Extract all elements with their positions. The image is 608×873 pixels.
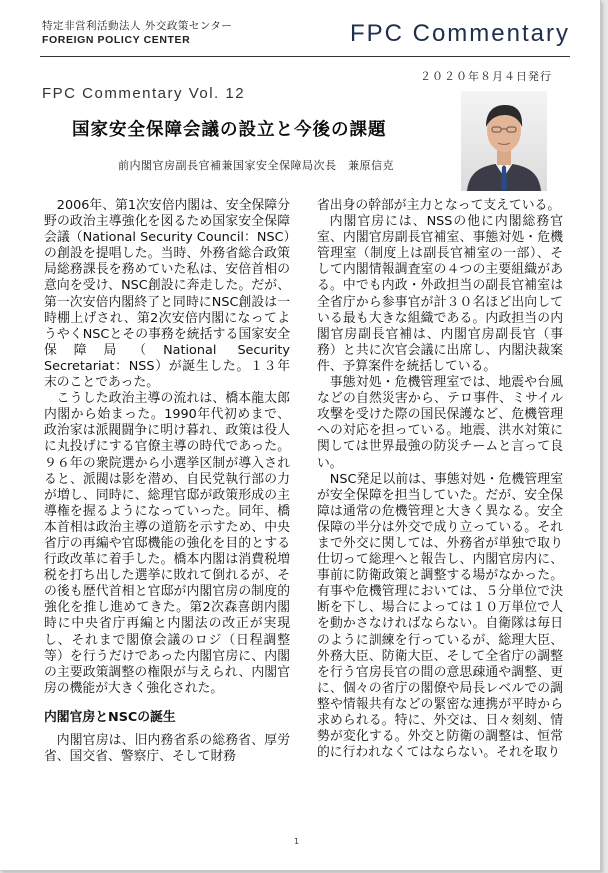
author-photo bbox=[461, 91, 547, 191]
org-name-jp: 特定非営利活動法人 外交政策センター bbox=[42, 20, 233, 32]
org-name-en: FOREIGN POLICY CENTER bbox=[42, 34, 191, 46]
header-rule bbox=[40, 56, 570, 57]
volume-label: FPC Commentary Vol. 12 bbox=[42, 85, 246, 102]
section-heading: 内閣官房とNSCの誕生 bbox=[44, 709, 176, 725]
paragraph: 内閣官房には、NSSの他に内閣総務官室、内閣官房副長官補室、事態対処・危機管理室（制度上は副長官補室の一部）、そして内閣情報調査室の４つの主要組織がある。中でも内政・外政担当の副長官補室は全省庁から参事官が計３０名ほど出向している最も大きな組織である。内政担当の内閣官房副長官補は、内閣官房副長官（事務）と共に次官会議に出席し、内閣決裁案件、予算案件を統括している。 bbox=[317, 214, 563, 374]
author-line: 前内閣官房副長官補兼国家安全保障局次長 兼原信克 bbox=[118, 159, 394, 172]
series-label: FPC Commentary bbox=[349, 20, 570, 47]
paragraph: 2006年、第1次安倍内閣は、安全保障分野の政治主導強化を図るため国家安全保障会議（National Security Council：NSC）の創設を提唱した。当時、外務省総合政策局総務課長を務めていた私は、安倍首相の意向を受け、NSC創設に奔走した。だが、第一次安倍内閣終了と同時にNSC創設は一時棚上げされ、第2次安倍内閣になってようやくNSCとその事務を統括する国家安全保障局（National Security Secretariat：NSS）が誕生した。１３年末のことであった。 bbox=[44, 198, 290, 391]
right-column bbox=[317, 198, 563, 761]
article-title: 国家安全保障会議の設立と今後の課題 bbox=[72, 120, 387, 140]
paragraph: 内閣官房は、旧内務省系の総務省、厚労省、国交省、警察庁、そして財務 bbox=[44, 732, 290, 764]
issue-date: ２０２０年８月４日発行 bbox=[420, 70, 552, 83]
paragraph: こうした政治主導の流れは、橋本龍太郎内閣から始まった。1990年代初めまで、政治家は派閥闘争に明け暮れ、政策は役人に丸投げにする官僚主導の時代であった。９６年の衆院選から小選挙区制が導入されると、派閥は影を潜め、自民党執行部の力が増し、同時に、総理官邸が政策形成の主導権を握るようになっていった。同年、橋本首相は政治主導の道筋を示すため、中央省庁の再編や官邸機能の強化を目的とする行政改革に着手した。橋本内閣は消費税増税を打ち出した選挙に敗れて倒れるが、その後も歴代首相と官邸が内閣官房の制度的強化を推し進めてきた。第2次森喜朗内閣時に中央省庁再編と内閣法の改正が実現し、それまで閣僚会議のロジ（日程調整等）を行うだけであった内閣官房に、内閣の主要政策調整の権限が与えられ、内閣官房の機能が大きく強化された。 bbox=[44, 391, 290, 696]
paragraph: NSC発足以前は、事態対処・危機管理室が安全保障を担当していた。だが、安全保障は通常の危機管理と大きく異なる。安全保障の半分は外交で成り立っている。それまで外交に関しては、外務省が単独で取り仕切って総理へと報告し、内閣官房内に、事前に防衛政策と調整する場がなかった。有事や危機管理においては、５分単位で決断を下し、場合によっては１０万単位で人を動かさなければならない。自衛隊は毎日のように訓練を行っているが、総理大臣、外務大臣、防衛大臣、そして全省庁の調整を行う官房長官の間の意思疎通や調整、更に、個々の省庁の閣僚や局長レベルでの調整や情報共有などの緊密な連携が平時から求められる。特に、外交は、日々刻刻、情勢が変化する。外交と防衛の調整は、恒常的に行われなくてはならない。それを取り bbox=[317, 471, 563, 761]
paragraph: 事態対処・危機管理室では、地震や台風などの自然災害から、テロ事件、ミサイル攻撃を受けた際の国民保護など、危機管理への対応を担っている。地震、洪水対策に関しては世界最強の防災チームと言って良い。 bbox=[317, 375, 563, 471]
page-number: 1 bbox=[294, 837, 300, 846]
author-portrait-image bbox=[461, 91, 547, 191]
left-column bbox=[44, 198, 290, 765]
paragraph-continuation: 省出身の幹部が主力となって支えている。 bbox=[317, 198, 561, 213]
